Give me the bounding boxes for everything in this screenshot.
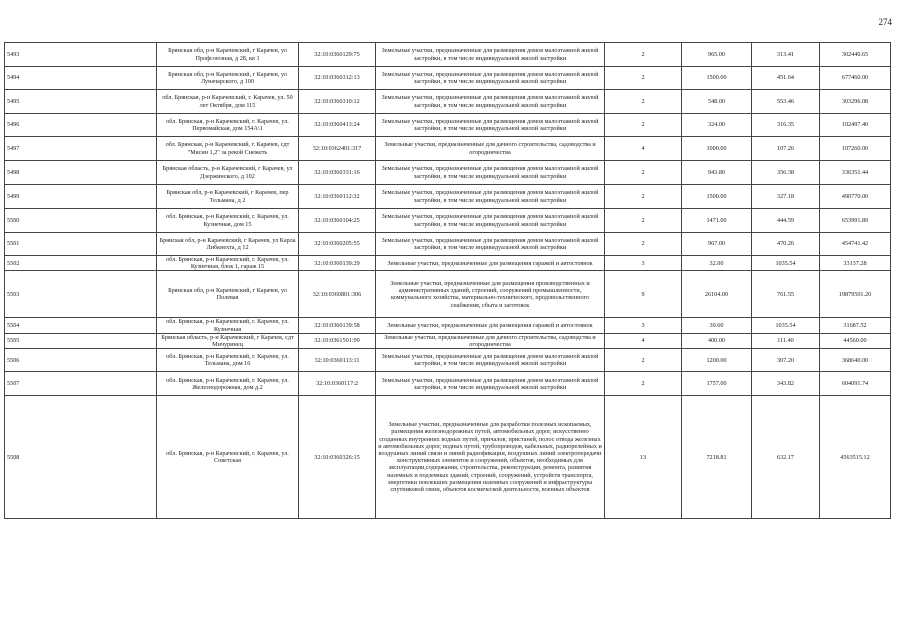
group-number-cell: 2 bbox=[605, 233, 682, 256]
cadastral-value-cell: 33137.28 bbox=[820, 256, 891, 271]
specific-value-cell: 632.17 bbox=[752, 396, 820, 519]
row-number-cell: 5495 bbox=[5, 90, 157, 114]
cadastral-number-cell: 32:10:0360117:2 bbox=[299, 372, 376, 396]
specific-value-cell: 343.82 bbox=[752, 372, 820, 396]
row-number-cell: 5507 bbox=[5, 372, 157, 396]
group-number-cell: 2 bbox=[605, 185, 682, 209]
address-cell: Брянская область, р-н Карачевский, г Карачев, сдт Мичуринец bbox=[157, 333, 299, 348]
area-cell: 30.60 bbox=[682, 318, 752, 333]
cadastral-value-cell: 44560.00 bbox=[820, 333, 891, 348]
cadastral-number-cell: 32:10:0360310:12 bbox=[299, 90, 376, 114]
area-cell: 1500.00 bbox=[682, 67, 752, 90]
land-use-cell: Земельные участки, предназначенные для размещения домов малоэтажной жилой застройки, в том числе индивидуальной жилой застройки bbox=[376, 90, 605, 114]
group-number-cell: 2 bbox=[605, 67, 682, 90]
address-cell: Брянская область, р-н Карачевский, г Карачев, ул Дзержинского, д 102 bbox=[157, 161, 299, 185]
land-use-cell: Земельные участки, предназначенные для размещения домов малоэтажной жилой застройки, в том числе индивидуальной жилой застройки bbox=[376, 349, 605, 372]
specific-value-cell: 470.26 bbox=[752, 233, 820, 256]
table-row bbox=[5, 333, 891, 348]
specific-value-cell: 107.26 bbox=[752, 137, 820, 161]
cadastral-number-cell: 32:10:0360326:15 bbox=[299, 396, 376, 519]
cadastral-number-cell: 32:10:0360139:58 bbox=[299, 318, 376, 333]
group-number-cell: 2 bbox=[605, 209, 682, 233]
cadastral-value-cell: 490770.00 bbox=[820, 185, 891, 209]
table-row bbox=[5, 67, 891, 90]
address-cell: Брянская обл, р-н Карачевский, г Карачев, ул Профсоюзная, д 28, кв 1 bbox=[157, 43, 299, 67]
specific-value-cell: 316.35 bbox=[752, 114, 820, 137]
specific-value-cell: 313.41 bbox=[752, 43, 820, 67]
group-number-cell: 4 bbox=[605, 333, 682, 348]
land-use-cell: Земельные участки, предназначенные для размещения производственных и административных зданий, строений, сооружений промышленности, коммунального хозяйства, материально-технического, продовольственного снабжения, сбыта и заготовок bbox=[376, 271, 605, 318]
cadastral-number-cell: 32:10:0360331:16 bbox=[299, 161, 376, 185]
row-number-cell: 5506 bbox=[5, 349, 157, 372]
cadastral-number-cell: 32:10:0360129:75 bbox=[299, 43, 376, 67]
address-cell: обл. Брянская, р-н Карачевский, г. Карачев, сдт "Мясин 1,2" за рекой Снежеть bbox=[157, 137, 299, 161]
group-number-cell: 3 bbox=[605, 256, 682, 271]
table-row bbox=[5, 349, 891, 372]
area-cell: 324.00 bbox=[682, 114, 752, 137]
specific-value-cell: 761.55 bbox=[752, 271, 820, 318]
area-cell: 1000.00 bbox=[682, 137, 752, 161]
table-row bbox=[5, 185, 891, 209]
page-number: 274 bbox=[878, 17, 892, 27]
group-number-cell: 2 bbox=[605, 43, 682, 67]
specific-value-cell: 307.20 bbox=[752, 349, 820, 372]
address-cell: Брянская обл, р-н Карачевский, г Карачев, пер Тельмана, д 2 bbox=[157, 185, 299, 209]
area-cell: 943.80 bbox=[682, 161, 752, 185]
table-row bbox=[5, 271, 891, 318]
row-number-cell: 5493 bbox=[5, 43, 157, 67]
specific-value-cell: 553.46 bbox=[752, 90, 820, 114]
address-cell: обл. Брянская, р-н Карачевский, г. Карачев, ул. Тельмана, дом 16 bbox=[157, 349, 299, 372]
land-use-cell: Земельные участки, предназначенные для дачного строительства, садоводства и огородничества bbox=[376, 137, 605, 161]
row-number-cell: 5505 bbox=[5, 333, 157, 348]
group-number-cell: 2 bbox=[605, 161, 682, 185]
area-cell: 965.00 bbox=[682, 43, 752, 67]
area-cell: 967.00 bbox=[682, 233, 752, 256]
cadastral-value-cell: 368640.00 bbox=[820, 349, 891, 372]
area-cell: 1757.00 bbox=[682, 372, 752, 396]
specific-value-cell: 444.59 bbox=[752, 209, 820, 233]
cadastral-number-cell: 32:10:0360801:306 bbox=[299, 271, 376, 318]
group-number-cell: 2 bbox=[605, 349, 682, 372]
cadastral-value-cell: 303296.08 bbox=[820, 90, 891, 114]
land-use-cell: Земельные участки, предназначенные для размещения домов малоэтажной жилой застройки, в том числе индивидуальной жилой застройки bbox=[376, 114, 605, 137]
land-use-cell: Земельные участки, предназначенные для размещения домов малоэтажной жилой застройки, в том числе индивидуальной жилой застройки bbox=[376, 209, 605, 233]
address-cell: Брянская обл, р-н Карачевский, г Карачев, ул Полевая bbox=[157, 271, 299, 318]
land-use-cell: Земельные участки, предназначенные для дачного строительства, садоводства и огородничества bbox=[376, 333, 605, 348]
cadastral-value-cell: 302440.65 bbox=[820, 43, 891, 67]
row-number-cell: 5508 bbox=[5, 396, 157, 519]
row-number-cell: 5499 bbox=[5, 185, 157, 209]
cadastral-value-cell: 653991.89 bbox=[820, 209, 891, 233]
cadastral-number-cell: 32:10:0362401:317 bbox=[299, 137, 376, 161]
group-number-cell: 2 bbox=[605, 90, 682, 114]
specific-value-cell: 356.38 bbox=[752, 161, 820, 185]
land-use-cell: Земельные участки, предназначенные для размещения домов малоэтажной жилой застройки, в том числе индивидуальной жилой застройки bbox=[376, 67, 605, 90]
address-cell: обл. Брянская, р-н Карачевский, г. Карачев, ул. Железнодорожная, дом д.2 bbox=[157, 372, 299, 396]
cadastral-number-cell: 32:10:0360139:29 bbox=[299, 256, 376, 271]
cadastral-value-cell: 102497.40 bbox=[820, 114, 891, 137]
cadastral-number-cell: 32:10:0360104:25 bbox=[299, 209, 376, 233]
area-cell: 32.00 bbox=[682, 256, 752, 271]
area-cell: 400.00 bbox=[682, 333, 752, 348]
cadastral-value-cell: 336351.44 bbox=[820, 161, 891, 185]
cadastral-value-cell: 19879501.20 bbox=[820, 271, 891, 318]
specific-value-cell: 1035.54 bbox=[752, 318, 820, 333]
address-cell: Брянская обл, р-н Карачевский, г Карачев, ул Луначарского, д 100 bbox=[157, 67, 299, 90]
row-number-cell: 5502 bbox=[5, 256, 157, 271]
area-cell: 1200.00 bbox=[682, 349, 752, 372]
row-number-cell: 5496 bbox=[5, 114, 157, 137]
row-number-cell: 5498 bbox=[5, 161, 157, 185]
row-number-cell: 5494 bbox=[5, 67, 157, 90]
group-number-cell: 2 bbox=[605, 372, 682, 396]
specific-value-cell: 451.64 bbox=[752, 67, 820, 90]
area-cell: 1500.00 bbox=[682, 185, 752, 209]
table-row bbox=[5, 43, 891, 67]
address-cell: обл. Брянская, р-н Карачевский, г. Карачев, ул. 50 лет Октября, дом 115 bbox=[157, 90, 299, 114]
cadastral-value-cell: 107260.00 bbox=[820, 137, 891, 161]
address-cell: обл. Брянская, р-н Карачевский, г. Карачев, ул. Первомайская, дом 154А\1 bbox=[157, 114, 299, 137]
specific-value-cell: 111.40 bbox=[752, 333, 820, 348]
cadastral-number-cell: 32:10:0360113:11 bbox=[299, 349, 376, 372]
row-number-cell: 5497 bbox=[5, 137, 157, 161]
row-number-cell: 5501 bbox=[5, 233, 157, 256]
area-cell: 7218.81 bbox=[682, 396, 752, 519]
table-row bbox=[5, 372, 891, 396]
cadastral-value-cell: 4563515.12 bbox=[820, 396, 891, 519]
land-use-cell: Земельные участки, предназначенные для размещения домов малоэтажной жилой застройки, в том числе индивидуальной жилой застройки bbox=[376, 185, 605, 209]
specific-value-cell: 327.18 bbox=[752, 185, 820, 209]
table-row bbox=[5, 256, 891, 271]
table-row bbox=[5, 396, 891, 519]
area-cell: 548.00 bbox=[682, 90, 752, 114]
land-use-cell: Земельные участки, предназначенные для разработки полезных ископаемых, размещения железнодорожных путей, автомобильных дорог, искусственно созданных внутренних водных путей, причалов, пристаней, полос отвода железных и автомобильных дорог, водных путей, трубопроводов, кабельных, радиорелейных и воздушных линий связи и линий радиофикации, воздушных линий электропередачи конструктивных элементов и сооружений, объектов, необходимых для эксплуатации,содержания, строительства, реконструкции, ремонта, развития наземных и подземных зданий, строений, сооружений, устройств транспорта, энергетики повлекших размещения наземных сооружений и инфраструктуры спутниковой связи, объектов космической деятельности, военных объектов bbox=[376, 396, 605, 519]
cadastral-number-cell: 32:10:0360205:55 bbox=[299, 233, 376, 256]
table-body bbox=[5, 43, 891, 519]
table-row bbox=[5, 233, 891, 256]
land-use-cell: Земельные участки, предназначенные для размещения гаражей и автостоянок bbox=[376, 256, 605, 271]
address-cell: обл. Брянская, р-н Карачевский, г. Карачев, ул. Кузнечная, дом 15 bbox=[157, 209, 299, 233]
address-cell: обл. Брянская, р-н Карачевский, г. Карачев, ул. Советская bbox=[157, 396, 299, 519]
cadastral-value-cell: 31687.52 bbox=[820, 318, 891, 333]
table-row bbox=[5, 114, 891, 137]
land-use-cell: Земельные участки, предназначенные для размещения домов малоэтажной жилой застройки, в том числе индивидуальной жилой застройки bbox=[376, 372, 605, 396]
land-use-cell: Земельные участки, предназначенные для размещения гаражей и автостоянок bbox=[376, 318, 605, 333]
cadastral-number-cell: 32:10:0360112:32 bbox=[299, 185, 376, 209]
land-use-cell: Земельные участки, предназначенные для размещения домов малоэтажной жилой застройки, в том числе индивидуальной жилой застройки bbox=[376, 233, 605, 256]
address-cell: Брянская обл, р-н Карачевский, г Карачев, ул Карла Либкнехта, д 12 bbox=[157, 233, 299, 256]
table-row bbox=[5, 318, 891, 333]
cadastral-number-cell: 32:10:0360312:13 bbox=[299, 67, 376, 90]
row-number-cell: 5504 bbox=[5, 318, 157, 333]
group-number-cell: 13 bbox=[605, 396, 682, 519]
area-cell: 1471.00 bbox=[682, 209, 752, 233]
cadastral-value-table bbox=[4, 42, 891, 519]
table-row bbox=[5, 161, 891, 185]
cadastral-number-cell: 32:10:0361501:99 bbox=[299, 333, 376, 348]
land-use-cell: Земельные участки, предназначенные для размещения домов малоэтажной жилой застройки, в том числе индивидуальной жилой застройки bbox=[376, 43, 605, 67]
table-row bbox=[5, 137, 891, 161]
group-number-cell: 3 bbox=[605, 318, 682, 333]
group-number-cell: 2 bbox=[605, 114, 682, 137]
cadastral-value-cell: 677460.00 bbox=[820, 67, 891, 90]
cadastral-value-cell: 454741.42 bbox=[820, 233, 891, 256]
table-row bbox=[5, 90, 891, 114]
address-cell: обл. Брянская, р-н Карачевский, г. Карачев, ул. Кузнечная, блок 1, гараж 15 bbox=[157, 256, 299, 271]
row-number-cell: 5500 bbox=[5, 209, 157, 233]
group-number-cell: 9 bbox=[605, 271, 682, 318]
land-use-cell: Земельные участки, предназначенные для размещения домов малоэтажной жилой застройки, в том числе индивидуальной жилой застройки bbox=[376, 161, 605, 185]
address-cell: обл. Брянская, р-н Карачевский, г. Карачев, ул. Кузнечная bbox=[157, 318, 299, 333]
row-number-cell: 5503 bbox=[5, 271, 157, 318]
specific-value-cell: 1035.54 bbox=[752, 256, 820, 271]
area-cell: 26104.00 bbox=[682, 271, 752, 318]
table-row bbox=[5, 209, 891, 233]
group-number-cell: 4 bbox=[605, 137, 682, 161]
cadastral-value-cell: 604091.74 bbox=[820, 372, 891, 396]
cadastral-number-cell: 32:10:0360413:24 bbox=[299, 114, 376, 137]
